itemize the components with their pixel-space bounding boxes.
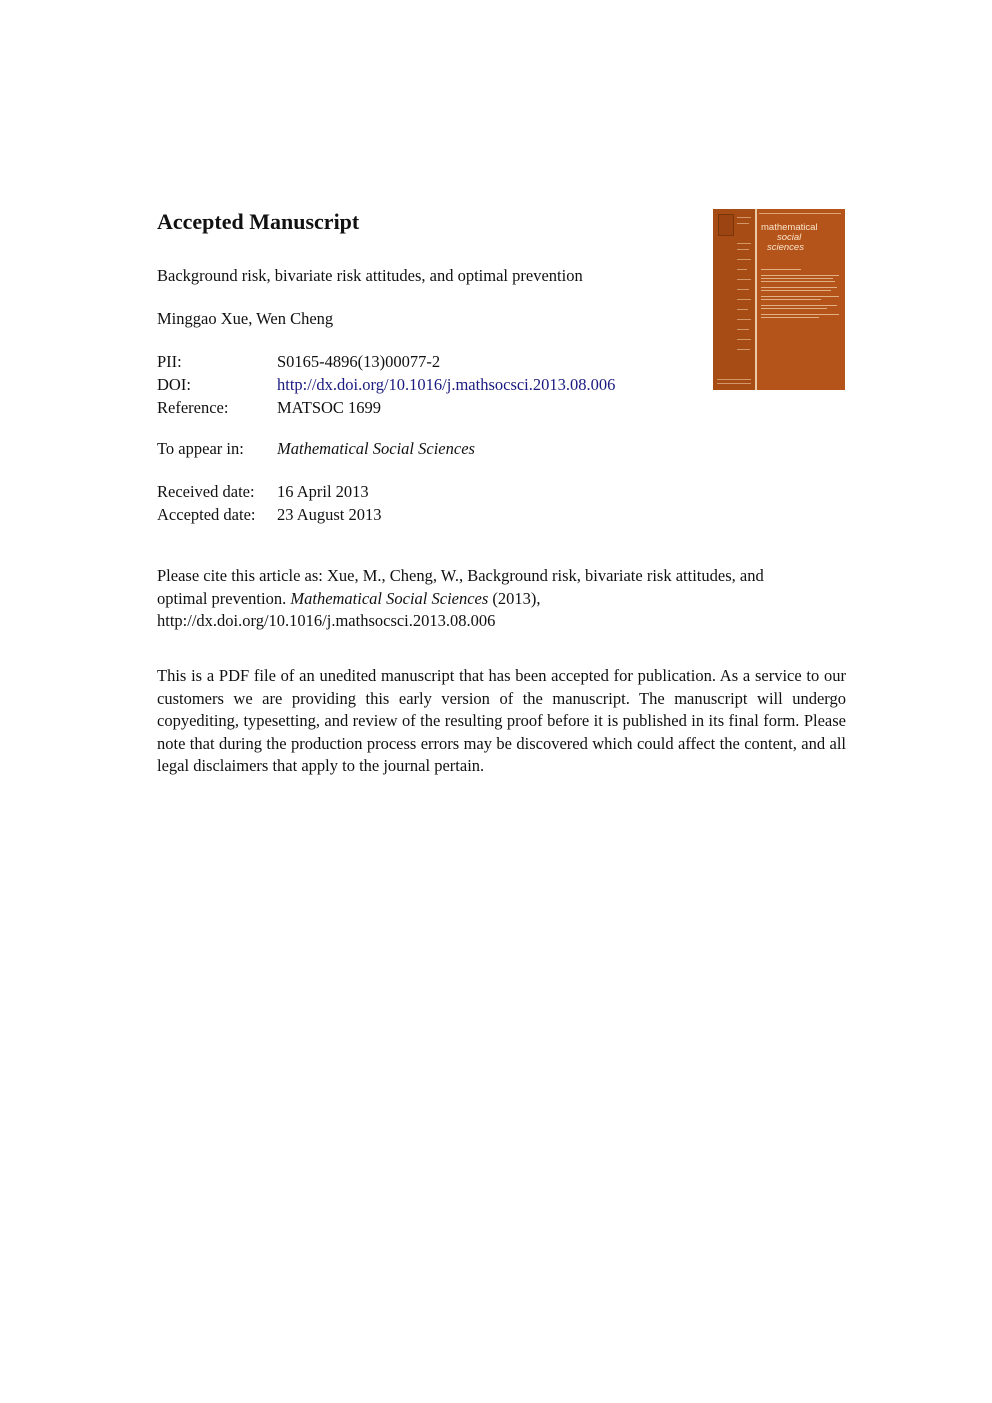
cover-side-line bbox=[737, 319, 751, 320]
dates-block bbox=[157, 480, 382, 526]
accepted-row bbox=[157, 503, 382, 526]
cover-toc-line bbox=[761, 290, 831, 291]
reference-row bbox=[157, 396, 615, 419]
journal-cover-image bbox=[713, 209, 845, 390]
cover-side-line bbox=[737, 349, 750, 350]
cover-toc-line bbox=[761, 275, 839, 276]
received-row bbox=[157, 480, 382, 503]
appear-label: To appear in: bbox=[157, 439, 244, 458]
cover-toc-line bbox=[761, 299, 821, 300]
accepted-value: 23 August 2013 bbox=[277, 505, 382, 524]
cover-side-line bbox=[737, 249, 749, 250]
cover-toc-line bbox=[761, 287, 837, 288]
pii-value: S0165-4896(13)00077-2 bbox=[277, 352, 441, 371]
doi-label: DOI: bbox=[157, 375, 191, 394]
citation-line-2 bbox=[157, 588, 846, 611]
cover-title-line-1: mathematical bbox=[761, 222, 818, 233]
pii-row bbox=[157, 350, 615, 373]
cover-title-line-2: social bbox=[777, 232, 802, 243]
cover-toc-line bbox=[761, 308, 827, 309]
publisher-logo-icon bbox=[718, 214, 734, 236]
cover-side-line bbox=[737, 299, 751, 300]
cover-toc-line bbox=[761, 278, 833, 279]
identifiers-block bbox=[157, 350, 615, 419]
article-title: Background risk, bivariate risk attitudes, and optimal prevention bbox=[157, 266, 583, 285]
cover-side-line bbox=[737, 223, 749, 224]
cover-title bbox=[761, 223, 843, 253]
cover-side-line bbox=[717, 383, 751, 384]
doi-row bbox=[157, 373, 615, 396]
citation-prefix: optimal prevention. bbox=[157, 588, 291, 608]
cover-side-line bbox=[737, 289, 749, 290]
citation-doi[interactable]: http://dx.doi.org/10.1016/j.mathsocsci.2013.08.006 bbox=[157, 611, 496, 630]
article-authors: Minggao Xue, Wen Cheng bbox=[157, 309, 334, 328]
disclaimer-paragraph: This is a PDF file of an unedited manuscript that has been accepted for publication. As a service to our customers we are providing this early version of the manuscript. The manuscript will undergo copyediting, typesetting, and review of the resulting proof before it is published in its final form. Please note that during the production process errors may be discovered which could affect the content, and all legal disclaimers that apply to the journal pertain. bbox=[157, 666, 846, 775]
accepted-label: Accepted date: bbox=[157, 505, 256, 524]
cover-side-line bbox=[737, 279, 751, 280]
citation-line-1: Please cite this article as: Xue, M., Cheng, W., Background risk, bivariate risk attitudes, and bbox=[157, 566, 764, 585]
cover-side-line bbox=[737, 217, 751, 218]
reference-label: Reference: bbox=[157, 398, 229, 417]
cover-toc-line bbox=[761, 314, 839, 315]
cover-toc-line bbox=[761, 305, 837, 306]
citation-journal: Mathematical Social Sciences bbox=[290, 588, 489, 608]
cover-toc-line bbox=[761, 269, 801, 270]
cover-side-line bbox=[737, 339, 751, 340]
cover-toc-line bbox=[761, 317, 819, 318]
cover-toc-line bbox=[761, 296, 839, 297]
appear-row bbox=[157, 437, 475, 460]
appear-block bbox=[157, 437, 475, 460]
reference-value: MATSOC 1699 bbox=[277, 398, 382, 417]
pii-label: PII: bbox=[157, 352, 182, 371]
received-label: Received date: bbox=[157, 482, 255, 501]
citation-paragraph bbox=[157, 565, 846, 633]
doi-link[interactable]: http://dx.doi.org/10.1016/j.mathsocsci.2013.08.006 bbox=[277, 375, 616, 394]
cover-side-line bbox=[737, 269, 747, 270]
cover-title-line-3: sciences bbox=[767, 242, 804, 253]
received-value: 16 April 2013 bbox=[277, 482, 369, 501]
cover-side-line bbox=[737, 329, 749, 330]
cover-side-line bbox=[737, 309, 748, 310]
cover-top-strip bbox=[759, 213, 841, 217]
cover-side-line bbox=[737, 259, 751, 260]
journal-name: Mathematical Social Sciences bbox=[277, 439, 475, 458]
cover-side-line bbox=[717, 379, 751, 380]
citation-suffix: (2013), bbox=[488, 588, 541, 608]
cover-sidebar bbox=[713, 209, 757, 390]
cover-side-line bbox=[737, 243, 751, 244]
page-heading: Accepted Manuscript bbox=[157, 209, 360, 234]
cover-toc-line bbox=[761, 281, 835, 282]
